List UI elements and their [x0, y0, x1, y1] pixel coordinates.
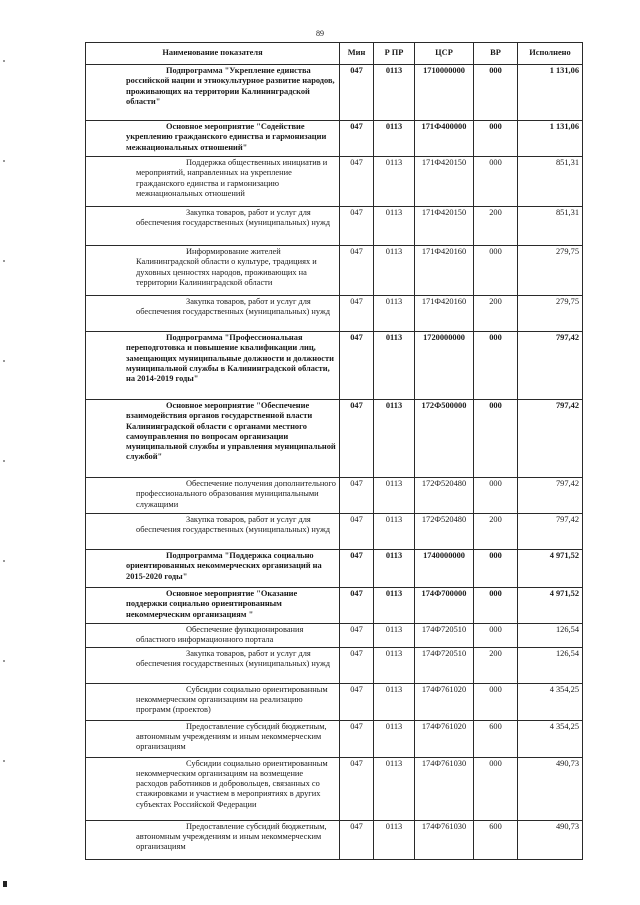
row-vr: 000 — [474, 65, 518, 121]
scan-mark — [3, 881, 7, 887]
row-rpr: 0113 — [374, 550, 415, 588]
row-done: 797,42 — [518, 400, 583, 478]
table-body — [86, 65, 583, 860]
row-csr: 171Ф420150 — [415, 207, 474, 246]
row-done: 797,42 — [518, 514, 583, 550]
row-csr: 1740000000 — [415, 550, 474, 588]
row-rpr: 0113 — [374, 624, 415, 648]
row-done: 490,73 — [518, 757, 583, 820]
row-vr: 000 — [474, 400, 518, 478]
row-vr: 200 — [474, 296, 518, 332]
row-rpr: 0113 — [374, 720, 415, 757]
row-vr: 000 — [474, 550, 518, 588]
table-row — [86, 65, 583, 121]
table-row — [86, 246, 583, 296]
row-done: 797,42 — [518, 332, 583, 400]
row-vr: 000 — [474, 157, 518, 207]
row-name: Обеспечение получения дополнительного профессионального образования муниципальными служащими — [86, 478, 340, 514]
row-rpr: 0113 — [374, 514, 415, 550]
row-csr: 172Ф500000 — [415, 400, 474, 478]
row-done: 4 354,25 — [518, 720, 583, 757]
table-row — [86, 332, 583, 400]
row-csr: 171Ф400000 — [415, 121, 474, 157]
row-vr: 200 — [474, 647, 518, 683]
row-vr: 000 — [474, 624, 518, 648]
row-done: 851,31 — [518, 207, 583, 246]
table-row — [86, 121, 583, 157]
row-rpr: 0113 — [374, 65, 415, 121]
row-csr: 174Ф720510 — [415, 624, 474, 648]
header-min: Мин — [340, 43, 374, 65]
row-min: 047 — [340, 121, 374, 157]
budget-execution-table — [85, 42, 583, 860]
row-vr: 000 — [474, 332, 518, 400]
table-row — [86, 207, 583, 246]
row-name: Основное мероприятие "Обеспечение взаимодействия органов государственной власти Калининградской области с органами местного самоуправления по вопросам организации муниципальной службы и управления муниципальной службой" — [86, 400, 340, 478]
row-min: 047 — [340, 207, 374, 246]
table-row — [86, 624, 583, 648]
row-min: 047 — [340, 65, 374, 121]
row-min: 047 — [340, 757, 374, 820]
row-min: 047 — [340, 478, 374, 514]
row-csr: 171Ф420150 — [415, 157, 474, 207]
row-vr: 000 — [474, 588, 518, 624]
row-csr: 174Ф761030 — [415, 757, 474, 820]
row-done: 851,31 — [518, 157, 583, 207]
row-rpr: 0113 — [374, 296, 415, 332]
row-min: 047 — [340, 647, 374, 683]
row-name: Субсидии социально ориентированным некоммерческим организациям на возмещение расходов работников и добровольцев, связанных со стажировками и участием в мероприятиях в других субъектах Российской Федерации — [86, 757, 340, 820]
table-row — [86, 400, 583, 478]
row-vr: 000 — [474, 757, 518, 820]
row-min: 047 — [340, 588, 374, 624]
row-csr: 172Ф520480 — [415, 478, 474, 514]
row-name: Закупка товаров, работ и услуг для обеспечения государственных (муниципальных) нужд — [86, 296, 340, 332]
row-name: Закупка товаров, работ и услуг для обеспечения государственных (муниципальных) нужд — [86, 207, 340, 246]
table-row — [86, 550, 583, 588]
row-min: 047 — [340, 514, 374, 550]
table-row — [86, 588, 583, 624]
row-name: Подпрограмма "Укрепление единства российской нации и этнокультурное развитие народов, проживающих на территории Калининградской области" — [86, 65, 340, 121]
table-row — [86, 683, 583, 720]
row-rpr: 0113 — [374, 246, 415, 296]
row-rpr: 0113 — [374, 757, 415, 820]
page-number: 89 — [316, 29, 324, 38]
row-name: Поддержка общественных инициатив и мероприятий, направленных на укрепление гражданского единства и гармонизацию межнациональных отношений — [86, 157, 340, 207]
row-min: 047 — [340, 720, 374, 757]
row-name: Закупка товаров, работ и услуг для обеспечения государственных (муниципальных) нужд — [86, 514, 340, 550]
row-vr: 000 — [474, 246, 518, 296]
row-min: 047 — [340, 296, 374, 332]
row-name: Предоставление субсидий бюджетным, автономным учреждениям и иным некоммерческим организациям — [86, 720, 340, 757]
table-header-row — [86, 43, 583, 65]
row-done: 279,75 — [518, 296, 583, 332]
table-row — [86, 820, 583, 859]
row-rpr: 0113 — [374, 400, 415, 478]
table-row — [86, 647, 583, 683]
row-csr: 174Ф700000 — [415, 588, 474, 624]
row-done: 4 971,52 — [518, 588, 583, 624]
row-done: 279,75 — [518, 246, 583, 296]
header-name: Наименование показателя — [86, 43, 340, 65]
row-min: 047 — [340, 332, 374, 400]
row-name: Основное мероприятие "Оказание поддержки социально ориентированным некоммерческим организациям " — [86, 588, 340, 624]
header-vr: ВР — [474, 43, 518, 65]
row-name: Обеспечение функционирования областного информационного портала — [86, 624, 340, 648]
row-name: Информирование жителей Калининградской области о культуре, традициях и духовных ценностях народов, проживающих на территории Калининградской области — [86, 246, 340, 296]
table-row — [86, 157, 583, 207]
header-rpr: Р ПР — [374, 43, 415, 65]
row-done: 4 971,52 — [518, 550, 583, 588]
row-name: Предоставление субсидий бюджетным, автономным учреждениям и иным некоммерческим организациям — [86, 820, 340, 859]
row-csr: 1720000000 — [415, 332, 474, 400]
row-min: 047 — [340, 550, 374, 588]
row-vr: 000 — [474, 683, 518, 720]
row-vr: 000 — [474, 478, 518, 514]
row-done: 797,42 — [518, 478, 583, 514]
row-csr: 174Ф761020 — [415, 683, 474, 720]
table-row — [86, 514, 583, 550]
row-vr: 000 — [474, 121, 518, 157]
header-done: Исполнено — [518, 43, 583, 65]
row-rpr: 0113 — [374, 207, 415, 246]
row-csr: 172Ф520480 — [415, 514, 474, 550]
row-name: Субсидии социально ориентированным некоммерческим организациям на реализацию программ (проектов) — [86, 683, 340, 720]
row-min: 047 — [340, 624, 374, 648]
row-vr: 600 — [474, 720, 518, 757]
row-name: Основное мероприятие "Содействие укреплению гражданского единства и гармонизации межнациональных отношений" — [86, 121, 340, 157]
row-rpr: 0113 — [374, 647, 415, 683]
row-min: 047 — [340, 683, 374, 720]
row-vr: 200 — [474, 207, 518, 246]
row-min: 047 — [340, 246, 374, 296]
row-done: 126,54 — [518, 647, 583, 683]
table-row — [86, 296, 583, 332]
row-csr: 174Ф761020 — [415, 720, 474, 757]
row-name: Подпрограмма "Поддержка социально ориентированных некоммерческих организаций на 2015-2020 годы" — [86, 550, 340, 588]
row-vr: 600 — [474, 820, 518, 859]
row-min: 047 — [340, 820, 374, 859]
row-min: 047 — [340, 400, 374, 478]
row-csr: 174Ф761030 — [415, 820, 474, 859]
header-csr: ЦСР — [415, 43, 474, 65]
row-done: 1 131,06 — [518, 121, 583, 157]
table-row — [86, 720, 583, 757]
row-csr: 171Ф420160 — [415, 296, 474, 332]
row-done: 1 131,06 — [518, 65, 583, 121]
row-done: 4 354,25 — [518, 683, 583, 720]
row-vr: 200 — [474, 514, 518, 550]
row-name: Закупка товаров, работ и услуг для обеспечения государственных (муниципальных) нужд — [86, 647, 340, 683]
row-name: Подпрограмма "Профессиональная переподготовка и повышение квалификации лиц, замещающих муниципальные должности и должности муниципальной службы в Калининградской области, на 2014-2019 годы" — [86, 332, 340, 400]
row-csr: 171Ф420160 — [415, 246, 474, 296]
row-done: 490,73 — [518, 820, 583, 859]
row-rpr: 0113 — [374, 332, 415, 400]
row-rpr: 0113 — [374, 588, 415, 624]
row-rpr: 0113 — [374, 121, 415, 157]
row-csr: 1710000000 — [415, 65, 474, 121]
row-rpr: 0113 — [374, 683, 415, 720]
row-done: 126,54 — [518, 624, 583, 648]
row-min: 047 — [340, 157, 374, 207]
row-rpr: 0113 — [374, 820, 415, 859]
row-rpr: 0113 — [374, 157, 415, 207]
table-row — [86, 478, 583, 514]
row-rpr: 0113 — [374, 478, 415, 514]
table-row — [86, 757, 583, 820]
row-csr: 174Ф720510 — [415, 647, 474, 683]
